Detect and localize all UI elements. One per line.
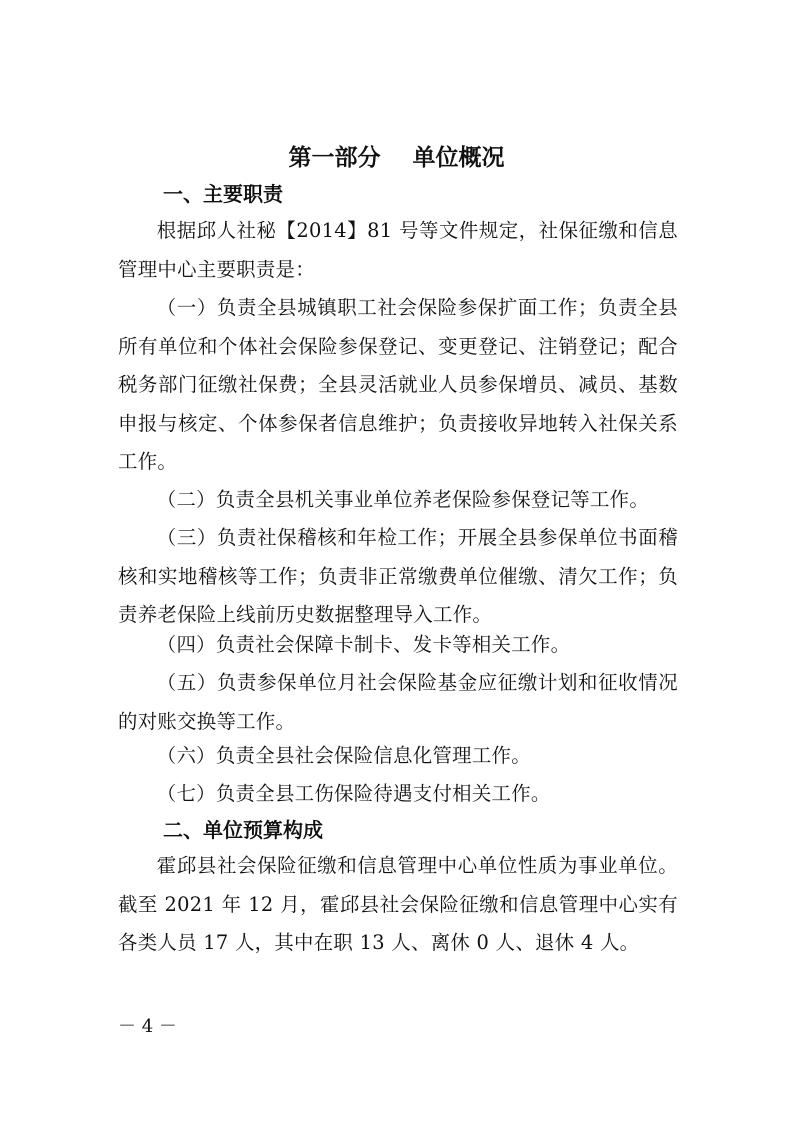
section-heading-budget-structure: 二、单位预算构成 xyxy=(163,818,323,842)
duty-item-1: （一）负责全县城镇职工社会保险参保扩面工作；负责全县所有单位和个体社会保险参保登记、变更登记、注销登记；配合税务部门征缴社保费；全县灵活就业人员参保增员、减员、基数申报与核定、个体参保者信息维护；负责接收异地转入社保关系工作。 xyxy=(118,296,678,473)
paragraph-intro: 根据邱人社秘【2014】81 号等文件规定，社保征缴和信息管理中心主要职责是： xyxy=(118,219,678,281)
duty-item-2: （二）负责全县机关事业单位养老保险参保登记等工作。 xyxy=(156,488,650,511)
duty-item-6: （六）负责全县社会保险信息化管理工作。 xyxy=(156,744,531,767)
page-number: － 4 － xyxy=(118,1016,177,1037)
paragraph-budget-structure: 霍邱县社会保险征缴和信息管理中心单位性质为事业单位。截至 2021 年 12 月，霍邱县社会保险征缴和信息管理中心实有各类人员 17 人，其中在职 13 人、离休 0 人、退休 4 人。 xyxy=(118,854,678,954)
section-heading-main-duties: 一、主要职责 xyxy=(163,182,283,206)
duty-item-7: （七）负责全县工伤保险待遇支付相关工作。 xyxy=(156,782,551,805)
duty-item-5: （五）负责参保单位月社会保险基金应征缴计划和征收情况的对账交换等工作。 xyxy=(118,671,678,733)
duty-item-3: （三）负责社保稽核和年检工作；开展全县参保单位书面稽核和实地稽核等工作；负责非正常缴费单位催缴、清欠工作；负责养老保险上线前历史数据整理导入工作。 xyxy=(118,526,678,626)
page-title: 第一部分 单位概况 xyxy=(288,145,505,171)
duty-item-4: （四）负责社会保障卡制卡、发卡等相关工作。 xyxy=(156,633,571,656)
